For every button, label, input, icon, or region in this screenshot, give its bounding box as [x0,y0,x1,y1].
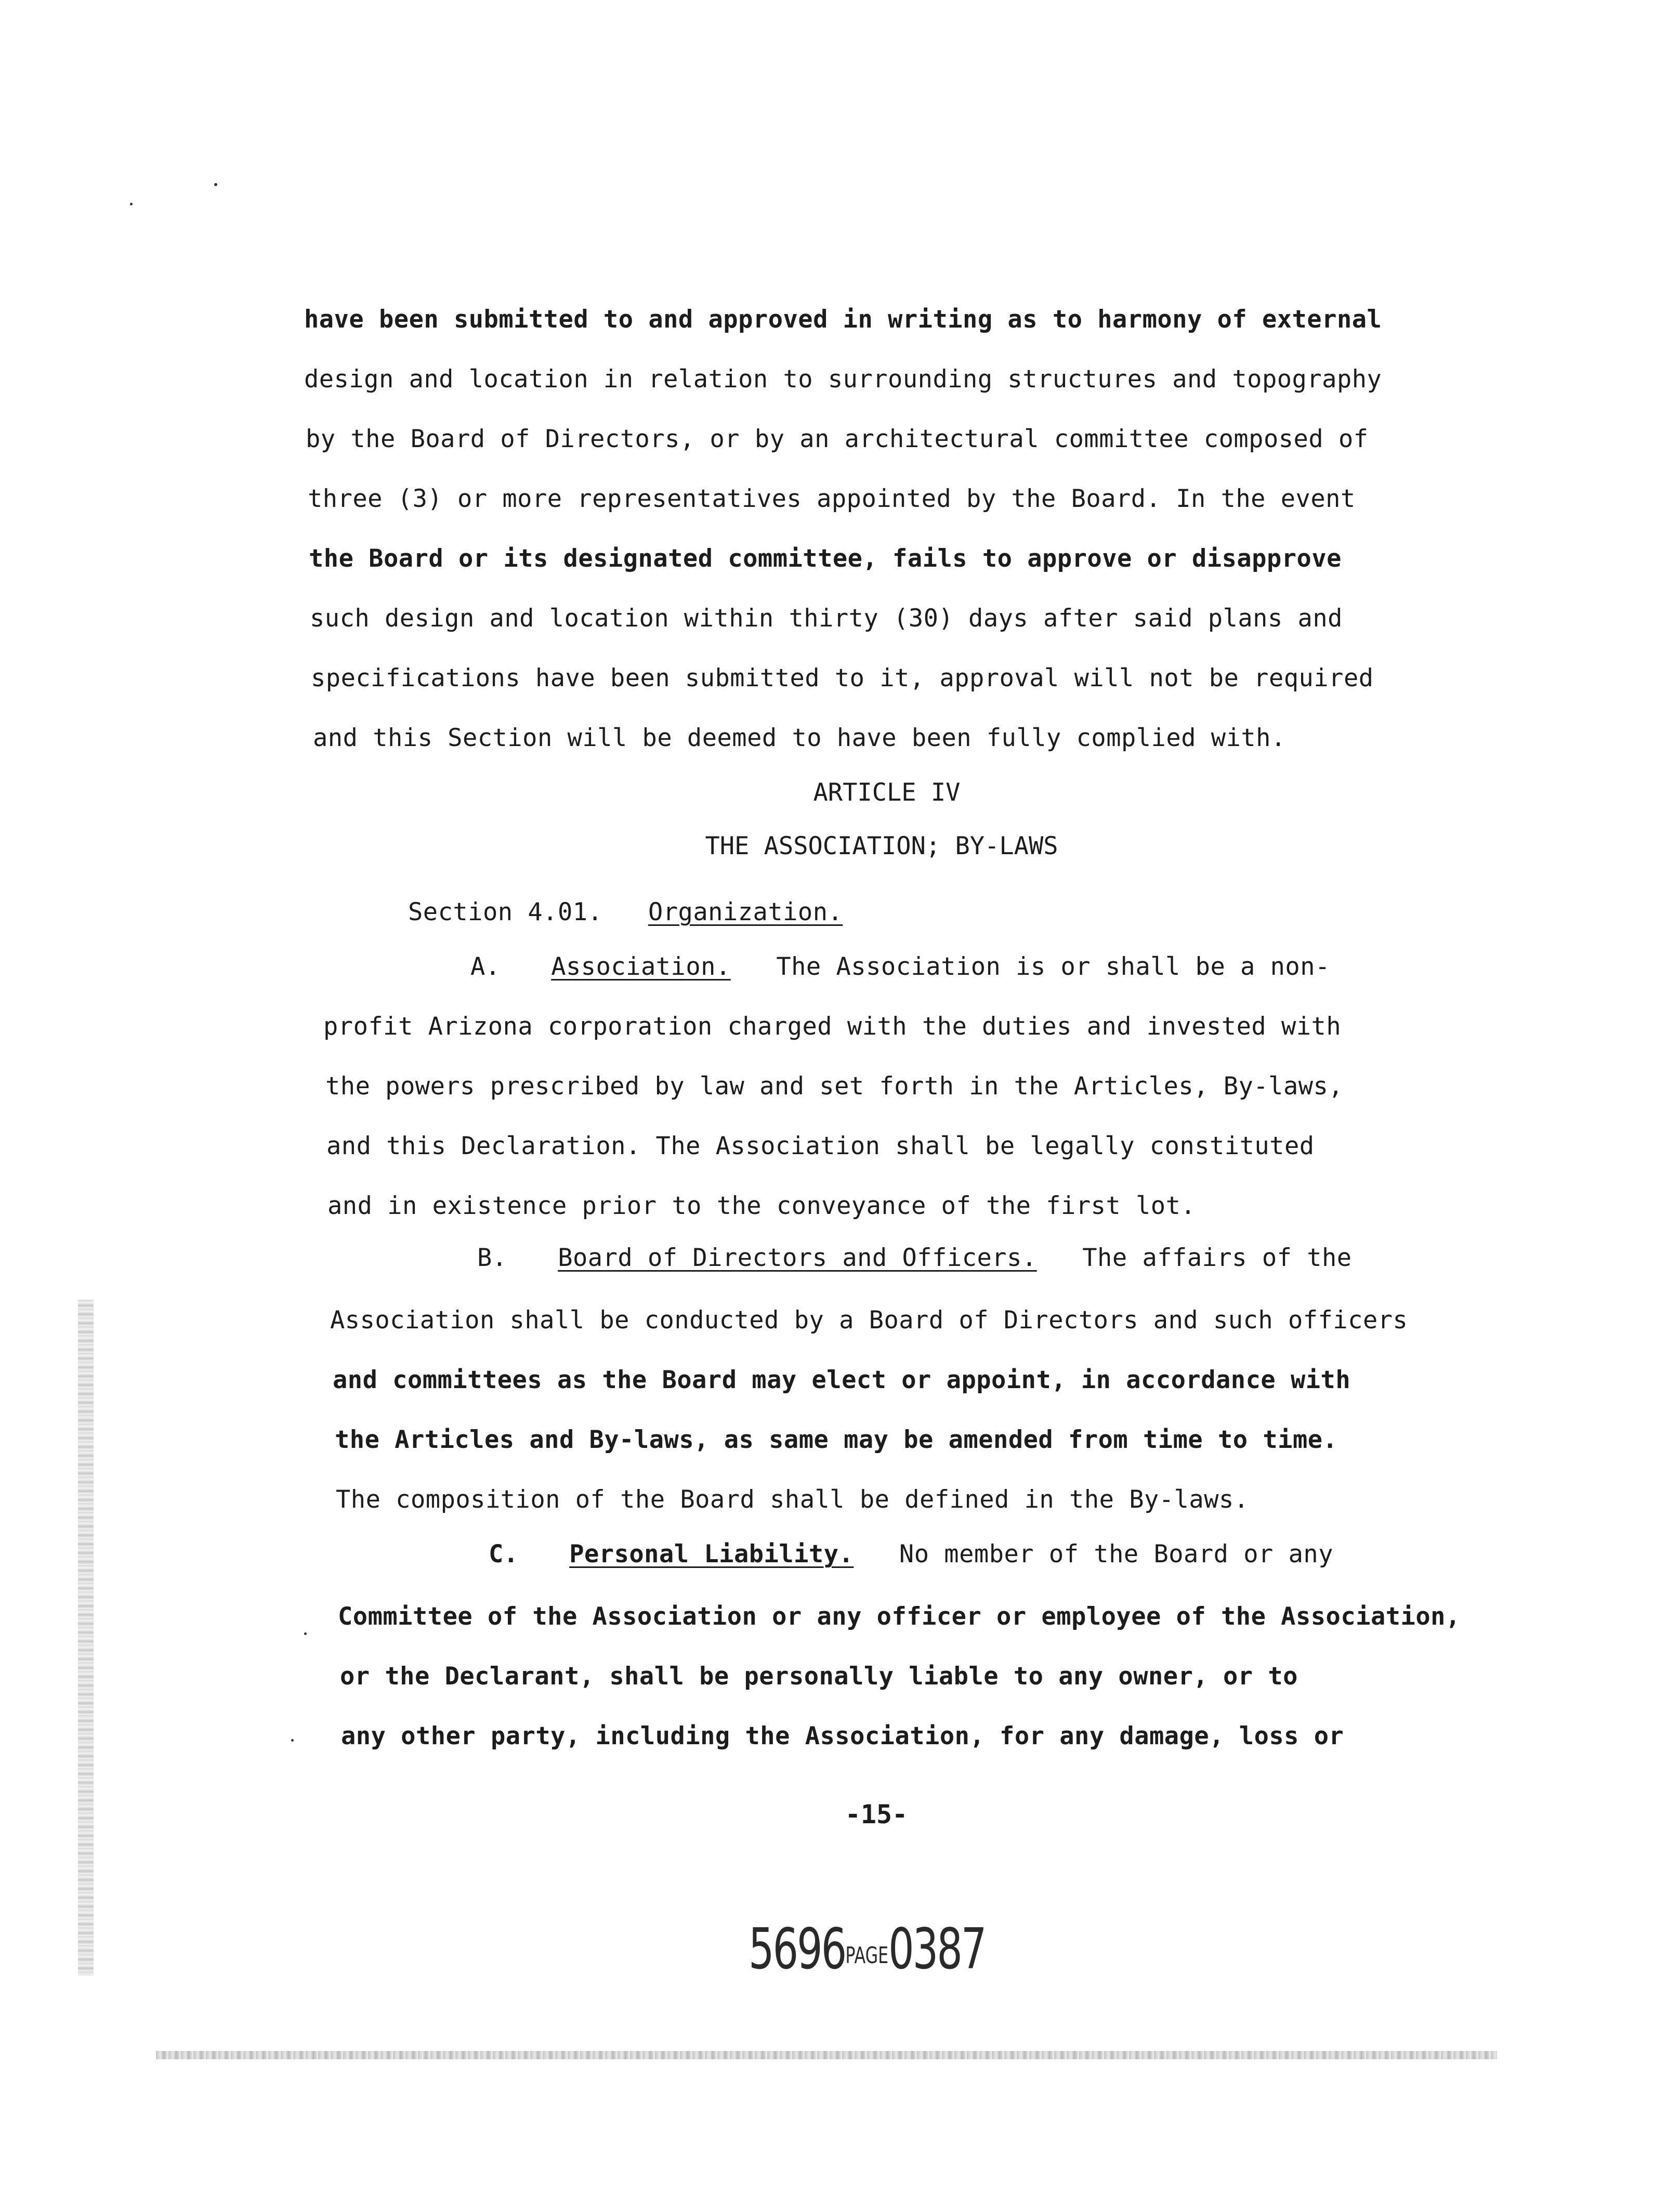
subsection-title: Association. [551,952,731,981]
subsection-letter: A. [470,952,501,981]
subsection-title: Personal Liability. [569,1540,854,1568]
page-number-row [0,1799,1680,1830]
paragraph-line: have been submitted to and approved in writing as to harmony of external [304,305,1382,334]
scan-bottom-artifact [156,2051,1497,2059]
subsection-a-heading [470,951,1330,983]
paragraph-line: and this Section will be deemed to have been fully complied with. [313,724,1286,752]
stamp-book: 5696 [749,1917,846,1982]
stamp-page-label: PAGE [845,1942,889,1969]
paragraph-line: any other party, including the Association, for any damage, loss or [341,1722,1344,1750]
subsection-first-line: No member of the Board or any [899,1540,1334,1568]
recording-stamp [749,1918,986,1987]
subsection-c-heading [489,1539,1333,1570]
paragraph-line: or the Declarant, shall be personally liable to any owner, or to [340,1662,1298,1691]
paragraph-line: and committees as the Board may elect or appoint, in accordance with [333,1366,1351,1394]
paragraph-line: and this Declaration. The Association shall be legally constituted [326,1132,1315,1160]
article-number: ARTICLE IV [813,778,961,807]
scan-speck [291,1739,294,1742]
paragraph-line: Association shall be conducted by a Board of Directors and such officers [330,1306,1408,1335]
subsection-title: Board of Directors and Officers. [558,1244,1037,1272]
paragraph-line: the powers prescribed by law and set forth in the Articles, By-laws, [325,1072,1344,1101]
section-title: Organization. [648,898,843,926]
paragraph-line: by the Board of Directors, or by an architectural committee composed of [306,425,1369,453]
paragraph-line: The composition of the Board shall be defined in the By-laws. [336,1485,1249,1514]
subsection-letter: B. [477,1244,507,1272]
scan-edge-artifact [78,1300,94,1976]
paragraph-line: such design and location within thirty (30) days after said plans and [310,604,1343,633]
article-heading [0,777,1680,808]
paragraph-line: profit Arizona corporation charged with the duties and invested with [323,1012,1342,1041]
subsection-b-heading [477,1243,1352,1274]
section-number: Section 4.01. [408,898,603,926]
scan-speck [304,1632,307,1635]
paragraph-line: design and location in relation to surrounding structures and topography [304,365,1382,394]
article-title: THE ASSOCIATION; BY-LAWS [705,832,1058,860]
scan-speck [214,183,217,186]
paragraph-line: the Board or its designated committee, fails to approve or disapprove [309,544,1342,573]
paragraph-line: specifications have been submitted to it, approval will not be required [311,664,1374,692]
stamp-page: 0387 [888,1917,986,1982]
scan-speck [130,203,133,205]
paragraph-line: and in existence prior to the conveyance of the first lot. [327,1192,1196,1220]
subsection-first-line: The affairs of the [1082,1244,1352,1272]
subsection-first-line: The Association is or shall be a non- [776,952,1330,981]
subsection-letter: C. [489,1540,519,1568]
paragraph-line: three (3) or more representatives appointed by the Board. In the event [308,485,1356,513]
page-number: -15- [845,1799,908,1829]
paragraph-line: the Articles and By-laws, as same may be amended from time to time. [335,1426,1338,1454]
article-title-row [0,831,1680,862]
paragraph-line: Committee of the Association or any officer or employee of the Association, [338,1602,1461,1631]
section-heading [408,897,843,928]
